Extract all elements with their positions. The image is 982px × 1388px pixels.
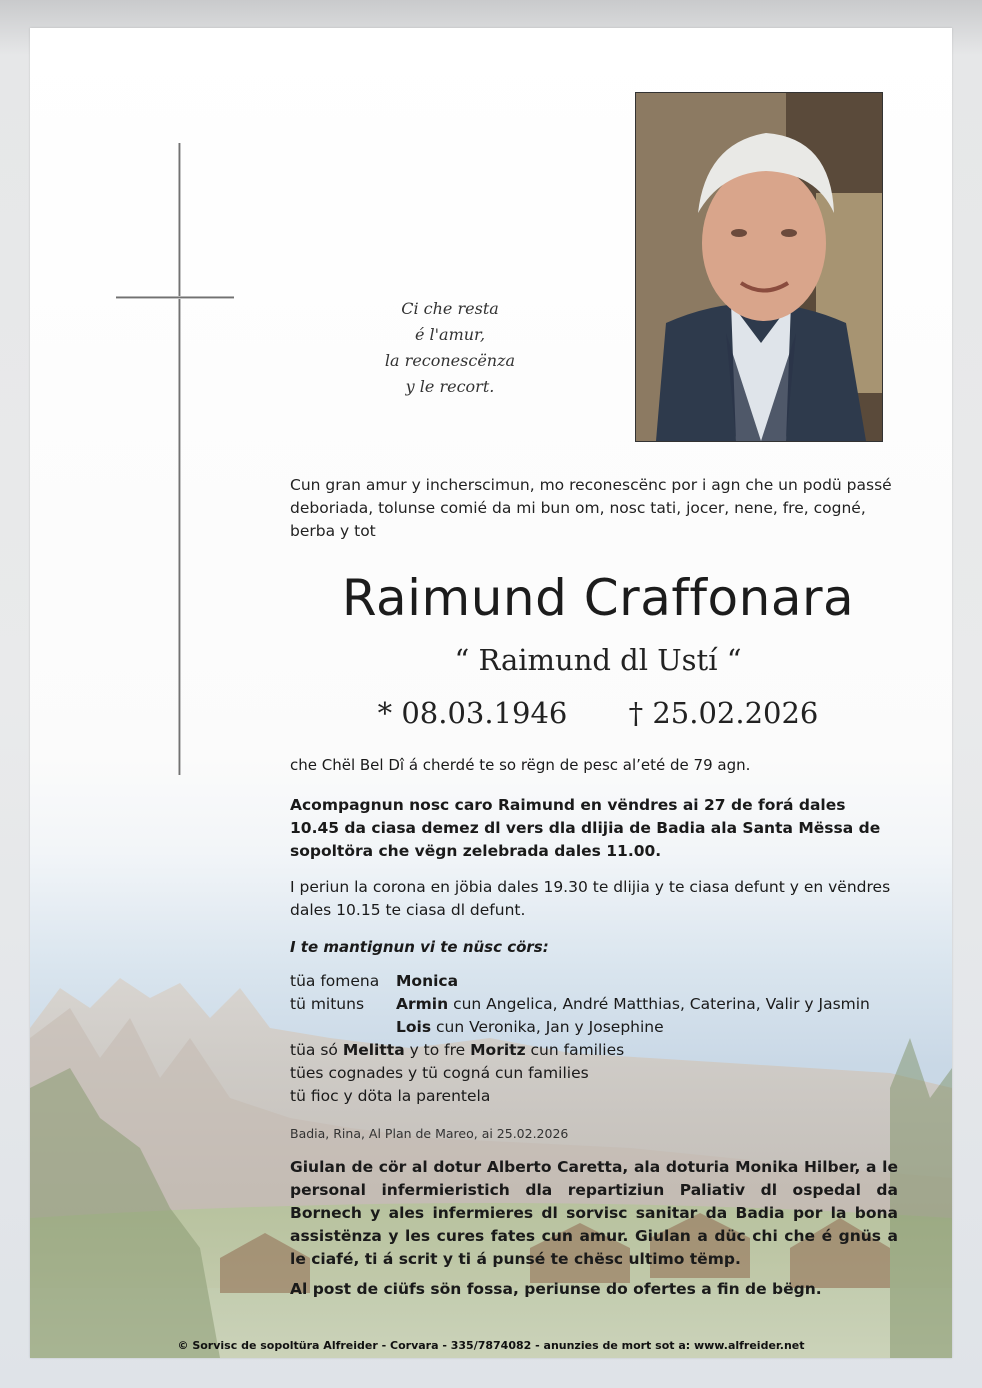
birth-date: * 08.03.1946 [377, 696, 568, 730]
mourner-name: Moritz [470, 1041, 526, 1059]
list-item: tües cognades y tü cogná cun families [290, 1064, 589, 1082]
mourner-name: Armin [396, 995, 449, 1013]
wake-info: I periun la corona en jöbia dales 19.30 te dlijia y te ciasa defunt y en vëndres dales 10.15 te ciasa dl defunt. [290, 878, 891, 919]
death-date: † 25.02.2026 [628, 696, 819, 730]
place-date: Badia, Rina, Al Plan de Mareo, ai 25.02.2026 [290, 1126, 569, 1141]
mourner-family: cun Angelica, André Matthias, Caterina, Valir y Jasmin [448, 995, 870, 1013]
portrait-illustration [636, 93, 882, 441]
relation-label: tüa fomena [290, 972, 380, 990]
life-dates [288, 692, 908, 734]
funeral-info: Acompagnun nosc caro Raimund en vëndres ai 27 de forá dales 10.45 da ciasa demez dl vers dla dlijia de Badia ala Santa Mëssa de sopoltöra che vëgn zelebrada dales 11.00. [290, 796, 881, 860]
cross-horizontal-beam [116, 296, 234, 299]
intro-text: Cun gran amur y incherscimun, mo reconescënc por i agn che un podü passé deboriada, tolunse comié da mi bun om, nosc tati, jocer, nene, fre, cogné, berba y tot [290, 476, 892, 540]
mourner-text: cun families [525, 1041, 625, 1059]
relation-label: tü mituns [290, 995, 365, 1013]
mourners-list [290, 970, 910, 1108]
list-item [290, 970, 910, 993]
quote-line: la reconescënza [384, 351, 516, 370]
mourner-text: tüa só [290, 1041, 343, 1059]
quote-line: é l'amur, [414, 325, 486, 344]
mourner-family: cun Veronika, Jan y Josephine [431, 1018, 664, 1036]
mourner-name: Monica [396, 972, 459, 990]
deceased-name: Raimund Craffonara [341, 569, 855, 627]
mourner-name: Melitta [342, 1041, 405, 1059]
list-item [290, 1039, 910, 1062]
mourner-text: y to fre [404, 1041, 471, 1059]
mourner-name: Lois [396, 1018, 432, 1036]
memorial-quote [350, 296, 550, 400]
cross-vertical-beam [178, 143, 181, 775]
mourners-heading: I te mantignun vi te nüsc cörs: [290, 938, 549, 956]
nickname: “ Raimund dl Ustí “ [454, 643, 742, 677]
thanks-text: Giulan de cör al dotur Alberto Caretta, ala doturia Monika Hilber, a le personal infermieristich dla repartiziun Paliativ dl ospedal da Bornech y ales infermieres dl sorvisc sanitar da Badia por la bona assistënza y les cures fates cun amur. Giulan a düc chi che é gnüs a le ciafé, ti á scrit y ti á punsé te chësc ultimo tëmp. [290, 1158, 898, 1268]
portrait-photo [635, 92, 883, 442]
list-item: tü fioc y döta la parentela [290, 1087, 491, 1105]
list-item [290, 1016, 910, 1039]
donation-note: Al post de ciüfs sön fossa, periunse do ofertes a fin de bëgn. [290, 1280, 822, 1298]
obituary-card [30, 28, 952, 1358]
footer-credit: © Sorvisc de sopoltüra Alfreider - Corvara - 335/7874082 - anunzies de mort sot a: www.alfreider.net [177, 1339, 805, 1352]
quote-line: y le recort. [405, 377, 495, 396]
death-text: che Chël Bel Dî á cherdé te so rëgn de pesc al’eté de 79 agn. [290, 756, 751, 774]
quote-line: Ci che resta [401, 299, 499, 318]
list-item [290, 993, 910, 1016]
